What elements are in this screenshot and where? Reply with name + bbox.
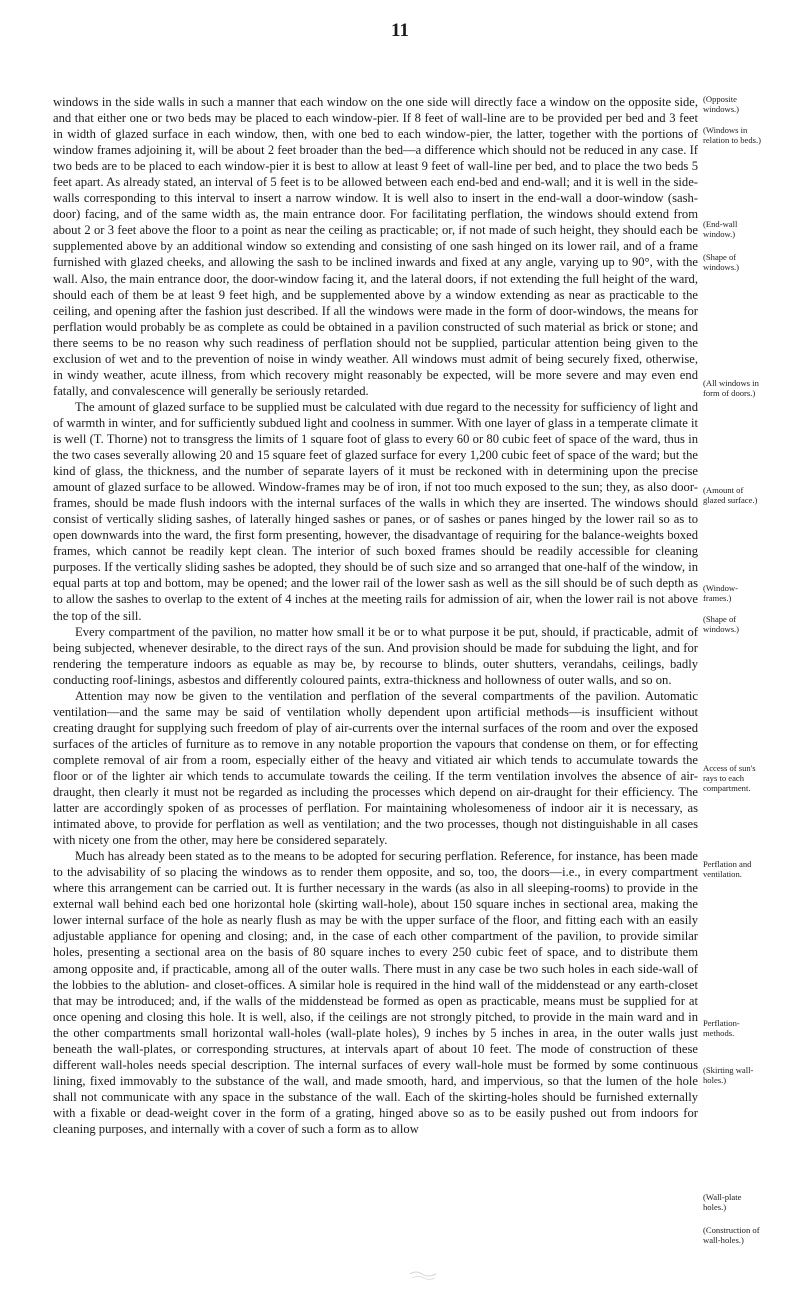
margin-note: (Opposite windows.) <box>703 94 740 114</box>
page-number: 11 <box>391 20 409 41</box>
margin-note: (All windows in form of doors.) <box>703 378 759 398</box>
margin-note: Perflation and ventilation. <box>703 859 752 879</box>
ink-smudge-mark <box>408 1266 438 1282</box>
margin-note: (End-wall window.) <box>703 219 738 239</box>
margin-note: (Shape of windows.) <box>703 252 740 272</box>
paragraph: Much has already been stated as to the means to be adopted for securing perflation. Reference, for instance, has been made to the advisability of so placing the windows as to render them opposite, and so, too, the doors—i.e., in every compartment where this arrangement can be carried out. It is further necessary in the wards (as also in all sleeping-rooms) to provide in the external wall behind each bed one horizontal hole (skirting wall-hole), about 150 square inches in sectional area, making the lower internal surface of the hole as nearly flush as may be with the upper surface of the floor, and fitting each with an easily adjustable appliance for opening and closing; and, in the case of each other compartment of the pavilion, to provide similar holes, presenting a sectional area on the basis of 80 square inches to every 250 cubic feet of space, and to distribute them among opposite and, if practicable, among all of the outer walls. There must in any case be two such holes in each side-wall of the lobbies to the ablution- and closet-offices. A similar hole is required in the hind wall of the middenstead or any earth-closet that may be introduced; and, if the walls of the middenstead be formed as open as practicable, means must be supplied for at once opening and closing this hole. It is well, also, if the ceilings are not strongly pitched, to provide in the main ward and in the other compartments small horizontal wall-holes (wall-plate holes), 9 inches by 5 inches in area, in the outer walls just beneath the wall-plates, or corresponding structures, at intervals apart of about 10 feet. The mode of construction of these different wall-holes needs special description. The internal surfaces of every wall-hole must be formed by some continuous lining, fixed immovably to the substance of the wall, and made smooth, hard, and impervious, so that the lumen of the hole shall not communicate with any space in the substance of the wall. Each of the skirting-holes should be furnished externally with a fixable or dead-weight cover in the form of a grating, hinged above so as to be easily pushed out from indoors for cleaning purposes, and internally with a cover of such a form as to allow <box>53 849 698 1136</box>
margin-note: (Construction of wall-holes.) <box>703 1225 760 1245</box>
margin-note: Perflation- methods. <box>703 1018 740 1038</box>
paragraph: Every compartment of the pavilion, no matter how small it be or to what purpose it be put, should, if practicable, admit of being subjected, whenever desirable, to the direct rays of the sun. And provision should be made for subduing the light, and for rendering the temperature indoors as equable as may be, by recourse to blinds, outer shutters, verandahs, ceilings, badly conducting roof-linings, asbestos and differently coloured paints, extra-thickness and hollowness of outer walls, and so on. <box>53 624 698 687</box>
margin-notes <box>703 0 795 1293</box>
paragraph: The amount of glazed surface to be supplied must be calculated with due regard to the necessity for sufficiency of light and of warmth in winter, and for sufficiently subdued light and coolness in summer. With one layer of glass in a temperate climate it is well (T. Thorne) not to transgress the limits of 1 square foot of glass to every 60 or 80 cubic feet of space of the ward, thus in the two cases severally allowing 20 and 15 square feet of glazed surface for every 1,200 cubic feet of space of the ward; but the kind of glass, the thickness, and the number of separate layers of it must be reckoned with in determining upon the precise amount of glazed surface to be allowed. Window-frames may be of iron, if not too much exposed to the sun; they, as also door-frames, should be made flush indoors with the internal surfaces of the walls in which they are inserted. The windows should consist of vertically sliding sashes, of laterally hinged sashes or panes, or of sashes or panes hinged by the lower rail so as to open downwards into the ward, the first form presenting, however, the disadvantage of requiring for the balance-weights boxed frames, which cannot be readily kept clean. The interior of such boxed frames should be readily accessible for cleaning purposes. If the vertically sliding sashes be adopted, they should be of such size and so arranged that one-half of the window, in equal parts at top and bottom, may be opened; and the lower rail of the lower sash as well as the sill should be of such depth as to allow the sashes to overlap to the extent of 4 inches at the meeting rails for admission of air, when the lower rail is not above the top of the sill. <box>53 399 698 623</box>
body-text <box>53 94 698 1137</box>
margin-note: Access of sun's rays to each compartment. <box>703 763 756 793</box>
margin-note: (Amount of glazed surface.) <box>703 485 758 505</box>
margin-note: (Shape of windows.) <box>703 614 740 634</box>
margin-note: (Windows in relation to beds.) <box>703 125 761 145</box>
margin-note: (Skirting wall- holes.) <box>703 1065 754 1085</box>
paragraph: Attention may now be given to the ventilation and perflation of the several compartments of the pavilion. Automatic ventilation—and the same may be said of ventilation wholly dependent upon artificial methods—is insufficient without creating draught for supplying such freedom of play of air-currents over the internal surfaces of the room and over the exposed surfaces of the articles of furniture as to remove in any notable proportion the vapours that condense on them, or for effecting complete removal of air from a room, especially either of the heavy and vitiated air which tends to accumulate towards the floor or of the lighter air which tends to accumulate towards the ceiling. If the term ventilation involves the absence of air-draught, then clearly it must not be regarded as including the processes which depend on air-draught for their efficiency. The latter are accordingly spoken of as processes of perflation. For maintaining wholesomeness of indoor air it is necessary, as intimated above, to provide for perflation as well as ventilation; and the two processes, though not distinguishable in all cases with nicety one from the other, may here be considered separately. <box>53 688 698 848</box>
paragraph: windows in the side walls in such a manner that each window on the one side will directly face a window on the opposite side, and that either one or two beds may be placed to each window-pier. If 8 feet of wall-line are to be provided per bed and 3 feet in width of glazed surface in each window, then, with one bed to each window-pier, the latter, together with the portions of window frames adjoining it, will be about 2 feet broader than the bed—a difference which should not be reduced in any case. If two beds are to be placed to each window-pier it is best to allow at least 9 feet of wall-line per bed, and to place the two beds 5 feet apart. As already stated, an interval of 5 feet is to be allowed between each end-bed and end-wall; and it is well in the side-walls corresponding to this interval to insert a narrow window. It is well also to insert in the end-wall a door-window (sash-door) facing, and of the same width as, the main entrance door. For facilitating perflation, the windows should extend from about 2 or 3 feet above the floor to a point as near the ceiling as practicable; or, if not made of such height, they should each be supplemented above by an additional window so extending and consisting of one sash hinged on its lower rail, and of a frame furnished with glazed cheeks, and allowing the sash to be inclined inwards and fixed at any angle, varying up to 90°, with the wall. Also, the main entrance door, the door-window facing it, and the lateral doors, if not extending the full height of the ward, should each of them be at least 9 feet high, and be supplemented above by a window extending as near as practicable to the ceiling, and opening after the fashion just described. If all the windows were made in the form of door-windows, the means for perflation would probably be as complete as could be obtained in a pavilion constructed of such material as brick or stone; and there seems to be no reason why such readiness of perflation should not be supplied, particular attention being given to the exclusion of wet and to the prevention of noise in windy weather. All windows must admit of being securely fixed, otherwise, in windy weather, acute illness, from which recovery might reasonably be expected, will be more severe and may even end fatally, and convalescence will generally be seriously retarded. <box>53 95 698 398</box>
margin-note: (Window- frames.) <box>703 583 738 603</box>
margin-note: (Wall-plate holes.) <box>703 1192 742 1212</box>
